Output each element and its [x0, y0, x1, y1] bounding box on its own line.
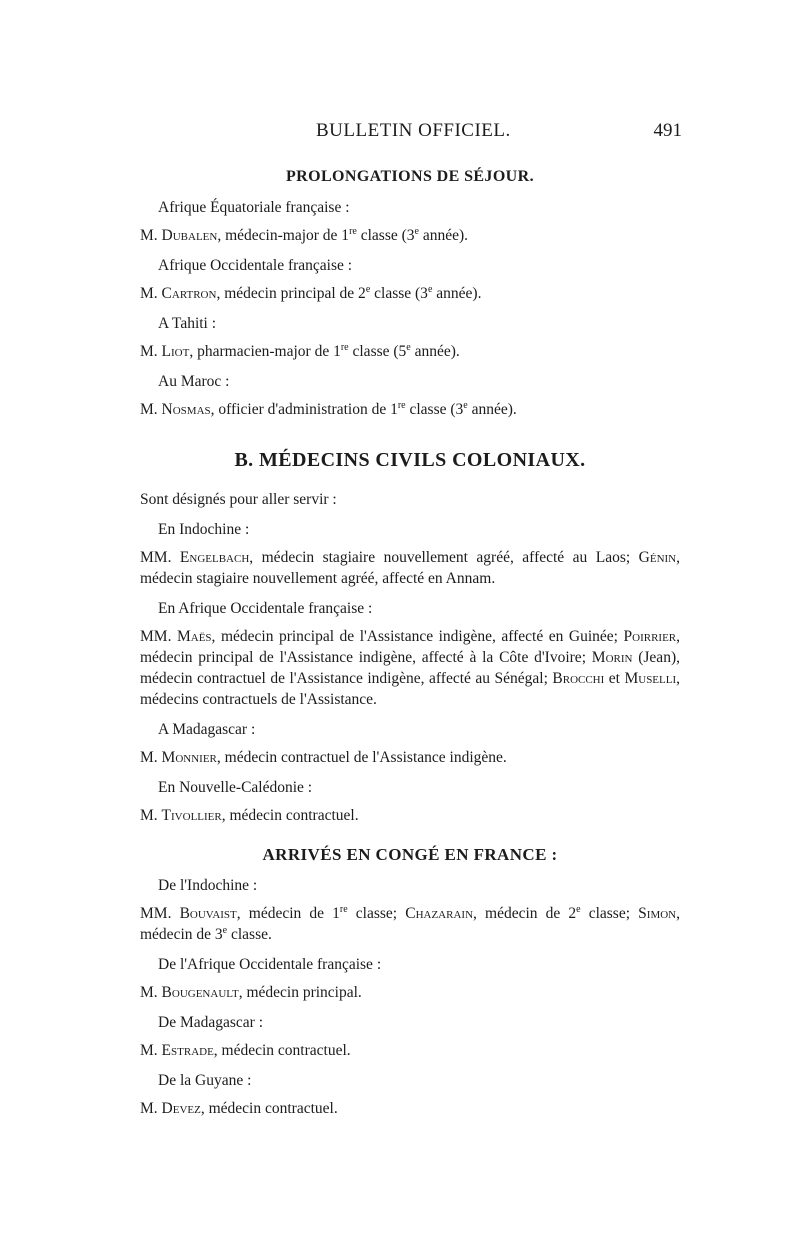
entry-paragraph: M. Nosmas, officier d'administration de 1re classe (3e année).	[140, 399, 517, 418]
place-label: En Indochine :	[158, 521, 250, 538]
entry-paragraph: M. Devez, médecin contractuel.	[140, 1100, 338, 1117]
place-label: Afrique Occidentale française :	[158, 257, 353, 274]
person-name: Dubalen	[161, 227, 218, 244]
person-name: Muselli	[624, 670, 677, 687]
person-name: Estrade	[161, 1042, 214, 1059]
person-name: Nosmas	[161, 401, 211, 418]
place-label: Au Maroc :	[158, 373, 230, 390]
ordinal-superscript: e	[414, 225, 419, 237]
ordinal-superscript: e	[365, 283, 371, 295]
person-name: Bougenault	[161, 984, 239, 1001]
section-heading: B. MÉDECINS CIVILS COLONIAUX.	[234, 449, 586, 471]
person-name: Cartron	[161, 285, 217, 302]
ordinal-superscript: re	[397, 399, 406, 411]
place-label: De l'Indochine :	[158, 877, 258, 894]
person-name: Bouvaist	[179, 905, 237, 922]
entry-paragraph: M. Estrade, médecin contractuel.	[140, 1042, 351, 1059]
place-label: De Madagascar :	[158, 1014, 264, 1031]
ordinal-superscript: e	[427, 283, 433, 295]
ordinal-superscript: e	[222, 924, 228, 936]
person-name: Liot	[161, 343, 190, 360]
ordinal-superscript: re	[340, 341, 349, 353]
entry-paragraph: MM. Maës, médecin principal de l'Assistance indigène, affecté en Guinée; Poirrier, médecin principal de l'Assistance indigène, affecté à la Côte d'Ivoire; Morin (Jean), médecin contractuel de l'Assistance indigène, affecté au Sénégal; Brocchi et Muselli, médecins contractuels de l'Assistance.	[140, 628, 681, 708]
page-number: 491	[653, 120, 682, 141]
entry-paragraph: MM. Engelbach, médecin stagiaire nouvellement agréé, affecté au Laos; Génin, médecin stagiaire nouvellement agréé, affecté en Annam.	[140, 549, 680, 587]
person-name: Maës	[176, 628, 212, 645]
place-label: Afrique Équatoriale française :	[158, 199, 350, 216]
ordinal-superscript: e	[406, 341, 411, 353]
entry-paragraph: M. Liot, pharmacien-major de 1re classe (5e année).	[140, 341, 460, 360]
person-name: Engelbach	[179, 549, 250, 566]
entry-paragraph: M. Dubalen, médecin-major de 1re classe (3e année).	[140, 225, 469, 244]
entry-paragraph: M. Monnier, médecin contractuel de l'Assistance indigène.	[140, 749, 507, 766]
person-name: Monnier	[161, 749, 217, 766]
person-name: Devez	[161, 1100, 201, 1117]
person-name: Simon	[638, 905, 677, 922]
ordinal-superscript: re	[349, 225, 357, 237]
section-heading: PROLONGATIONS DE SÉJOUR.	[285, 168, 534, 185]
entry-paragraph: M. Tivollier, médecin contractuel.	[140, 807, 359, 824]
section-heading: ARRIVÉS EN CONGÉ EN FRANCE :	[262, 845, 558, 864]
place-label: A Madagascar :	[158, 721, 256, 738]
place-label: De l'Afrique Occidentale française :	[158, 956, 382, 973]
page-body	[140, 160, 680, 1128]
running-head-title: BULLETIN OFFICIEL.	[316, 120, 511, 141]
place-label: En Nouvelle-Calédonie :	[158, 779, 313, 796]
ordinal-superscript: re	[339, 903, 348, 915]
person-name: Chazarain	[405, 905, 474, 922]
person-name: Morin	[591, 649, 633, 666]
place-label: A Tahiti :	[158, 315, 217, 332]
ordinal-superscript: e	[576, 903, 581, 915]
ordinal-superscript: e	[463, 399, 468, 411]
person-name: Tivollier	[161, 807, 222, 824]
entry-paragraph: MM. Bouvaist, médecin de 1re classe; Chazarain, médecin de 2e classe; Simon, médecin de 3e classe.	[140, 903, 680, 943]
place-label: En Afrique Occidentale française :	[158, 600, 373, 617]
place-label: De la Guyane :	[158, 1072, 252, 1089]
person-name: Brocchi	[552, 670, 605, 687]
entry-paragraph: M. Cartron, médecin principal de 2e classe (3e année).	[140, 283, 482, 302]
running-head	[0, 120, 800, 148]
entry-paragraph: M. Bougenault, médecin principal.	[140, 984, 362, 1001]
intro-line: Sont désignés pour aller servir :	[140, 491, 337, 508]
person-name: Poirrier	[623, 628, 677, 645]
person-name: Génin	[638, 549, 677, 566]
